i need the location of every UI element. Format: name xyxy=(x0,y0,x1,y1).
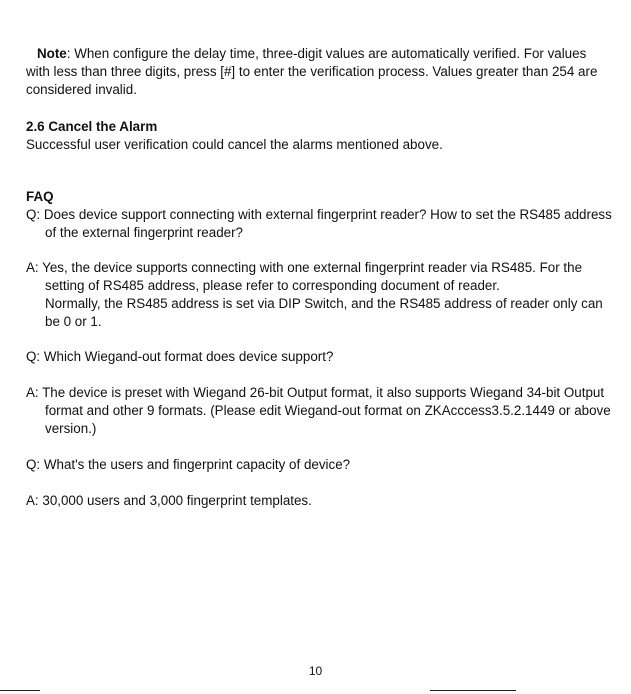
faq-answer-1 xyxy=(26,259,620,331)
question-text: Q: Which Wiegand-out format does device support? xyxy=(26,349,334,364)
faq-answer-2 xyxy=(26,384,620,438)
page-edge-line-right xyxy=(430,690,516,691)
answer-text: A: 30,000 users and 3,000 fingerprint templates. xyxy=(26,493,312,508)
faq-question-2 xyxy=(26,348,620,366)
section-body: Successful user verification could cancel the alarms mentioned above. xyxy=(26,137,443,152)
page-number: 10 xyxy=(308,664,323,678)
faq-heading: FAQ xyxy=(26,189,54,204)
faq-section xyxy=(26,188,606,206)
faq-question-3 xyxy=(26,456,620,474)
note-text: : When configure the delay time, three-digit values are automatically verified. For values with less than three digits, press [#] to enter the verification process. Values greater than 254 are considered invalid. xyxy=(26,46,598,97)
note-paragraph xyxy=(26,45,606,99)
faq-answer-3 xyxy=(26,492,620,510)
page-edge-line-left xyxy=(0,690,40,691)
faq-question-1 xyxy=(26,206,620,242)
question-text: Q: What's the users and fingerprint capacity of device? xyxy=(26,457,351,472)
section-cancel-alarm xyxy=(26,118,606,154)
answer-continuation: Normally, the RS485 address is set via DIP Switch, and the RS485 address of reader only can be 0 or 1. xyxy=(45,296,603,329)
note-label: Note xyxy=(37,46,67,61)
answer-text: A: The device is preset with Wiegand 26-bit Output format, it also supports Wiegand 34-bit Output format and other 9 formats. (Please edit Wiegand-out format on ZKAcccess3.5.2.1449 or above version.) xyxy=(26,385,611,436)
section-heading: 2.6 Cancel the Alarm xyxy=(26,119,158,134)
answer-text: A: Yes, the device supports connecting with one external fingerprint reader via RS485. For the setting of RS485 address, please refer to corresponding document of reader. xyxy=(26,260,583,293)
question-text: Q: Does device support connecting with external fingerprint reader? How to set the RS485 address of the external fingerprint reader? xyxy=(26,207,612,240)
